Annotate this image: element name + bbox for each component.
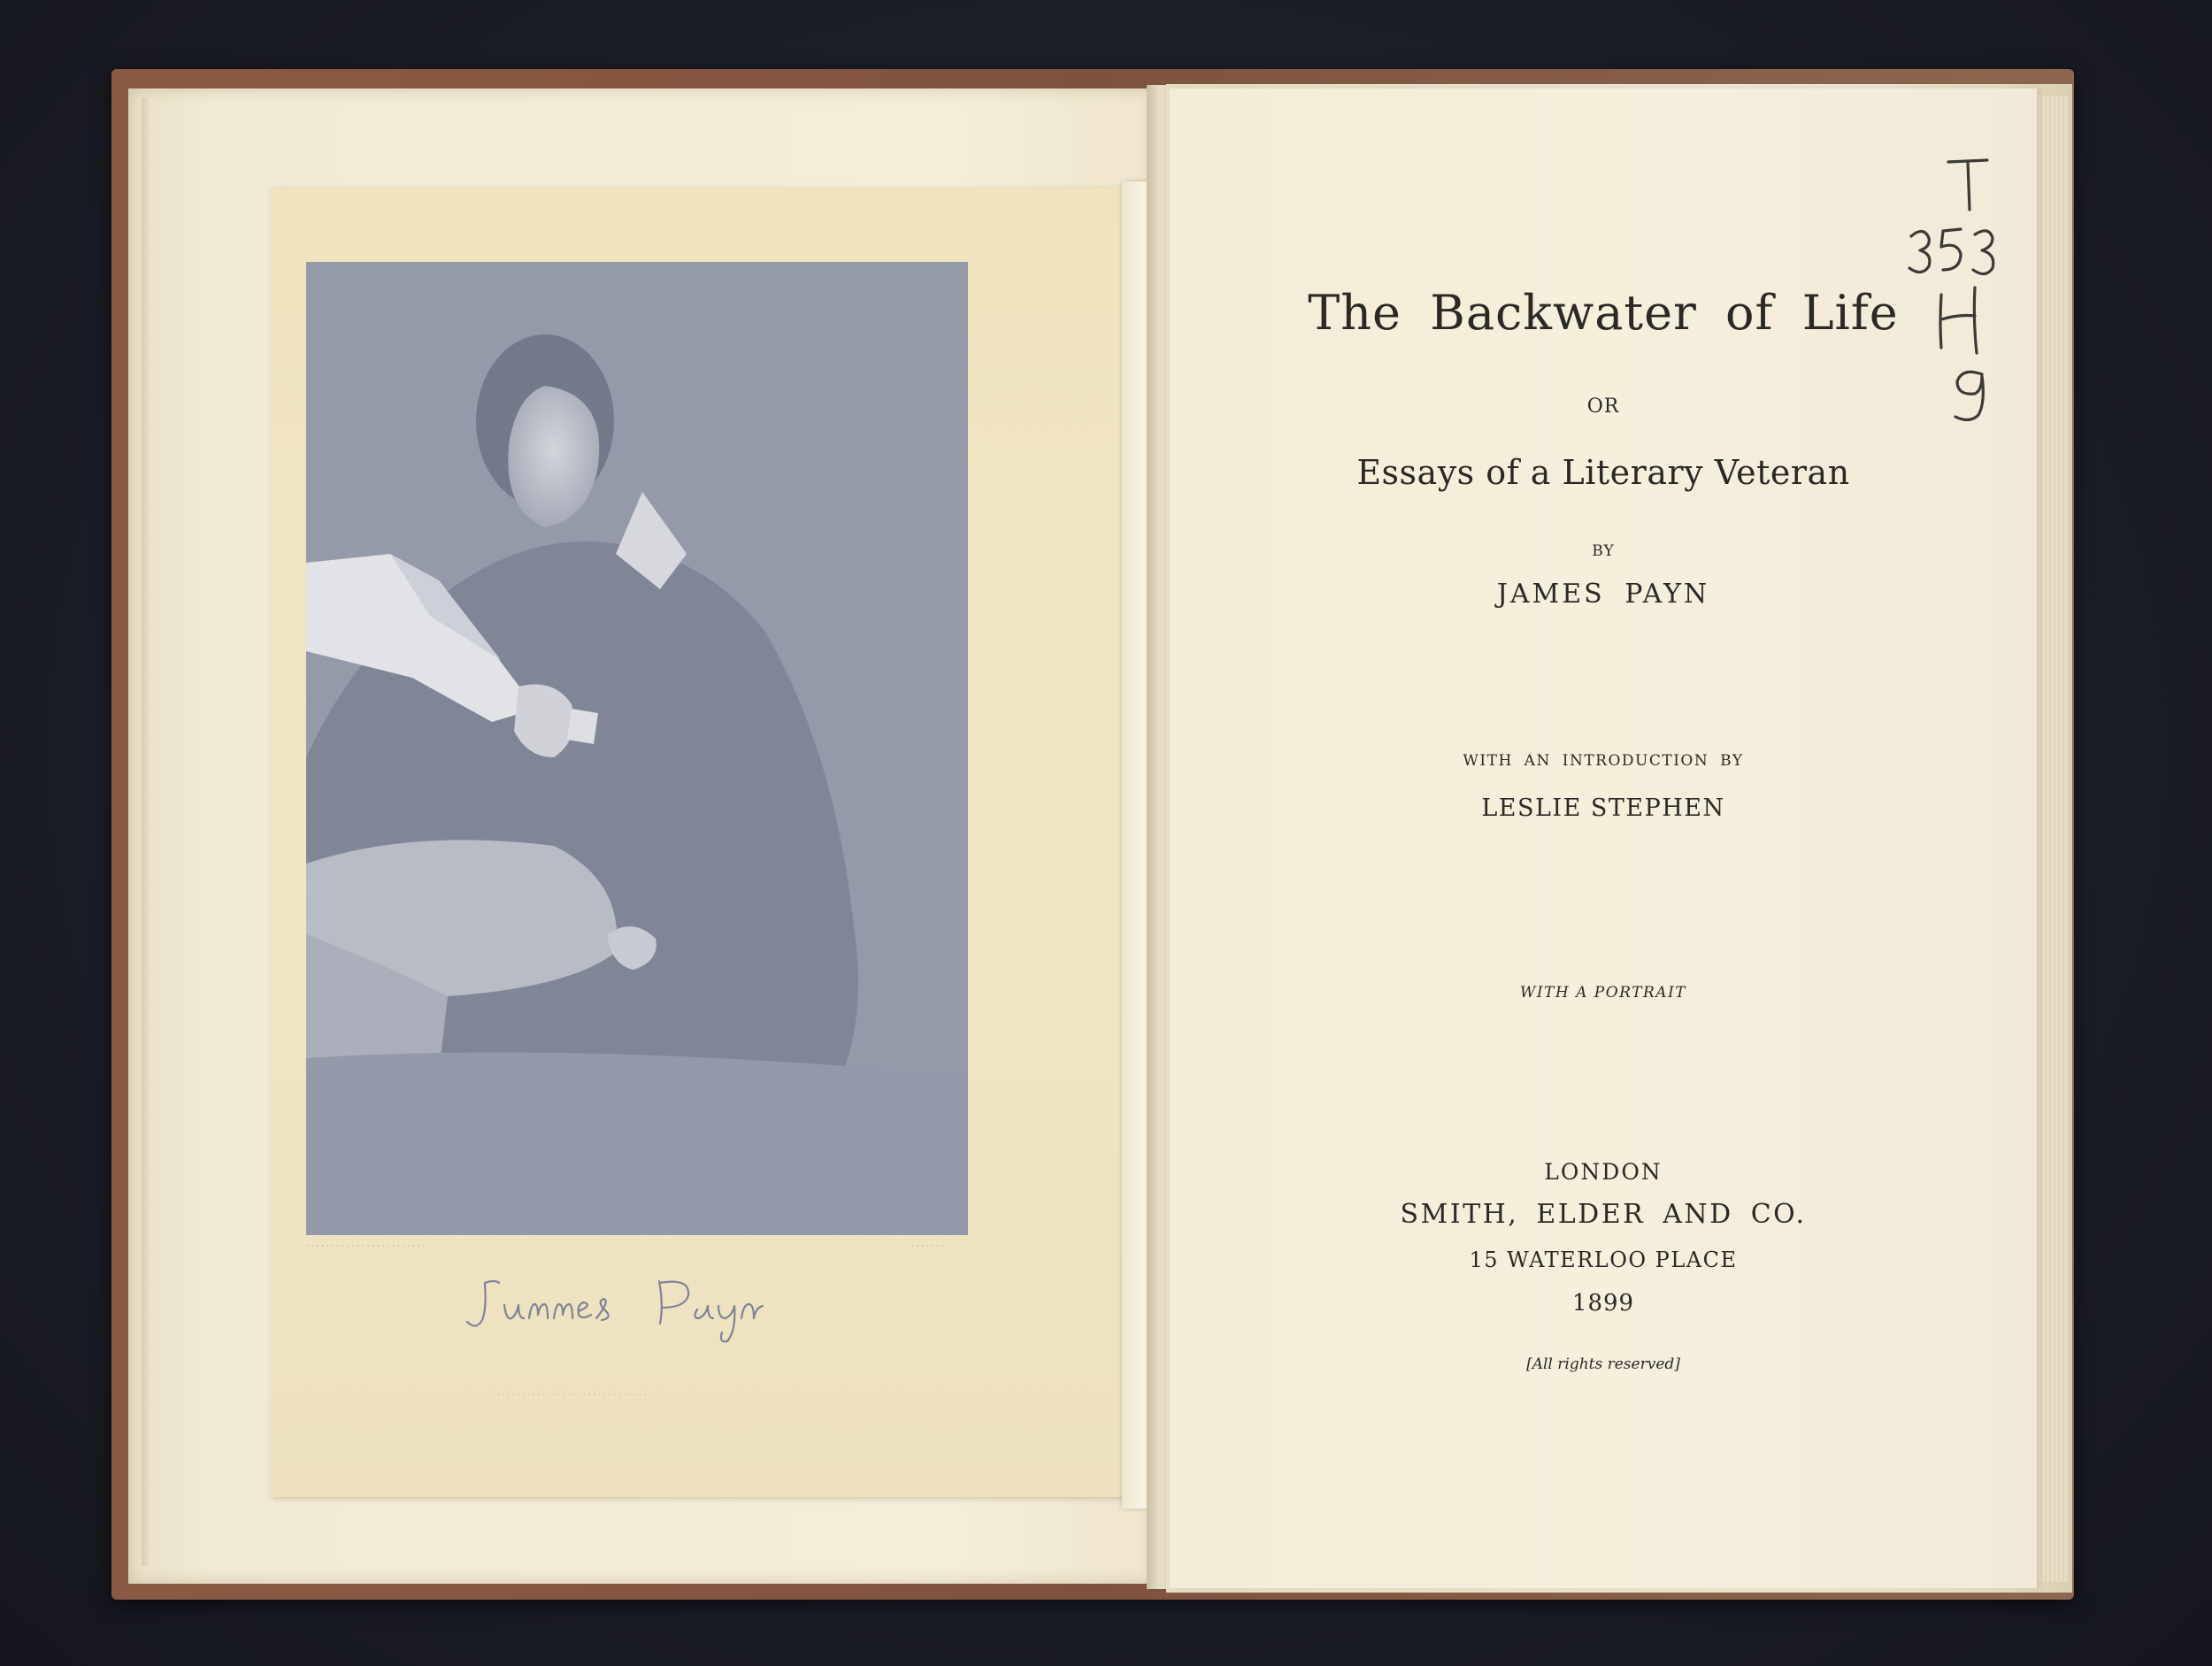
portrait-note: WITH A PORTRAIT	[1519, 984, 1687, 1002]
introduction-author: LESLIE STEPHEN	[1481, 795, 1725, 822]
author-signature	[460, 1256, 841, 1348]
imprint-city: LONDON	[1544, 1159, 1663, 1185]
page-edges	[2037, 96, 2069, 1582]
author-portrait-image	[306, 262, 968, 1235]
engraver-credit-right: · · · · · · ·	[911, 1242, 945, 1251]
imprint-publisher: SMITH, ELDER AND CO.	[1400, 1199, 1807, 1230]
engraver-credit: · · · · · · · · · · · · · · · · · · · · · · · ·	[306, 1242, 426, 1251]
left-page-edge	[142, 97, 152, 1566]
book-subtitle: Essays of a Literary Veteran	[1356, 453, 1850, 492]
plate-publisher-line: · · · · · · · · · · · · · · · · · · · · · · · · · · · · · · ·	[492, 1391, 647, 1400]
signature-icon	[460, 1256, 841, 1345]
rights-notice: [All rights reserved]	[1526, 1355, 1680, 1373]
portrait-photo-icon	[306, 262, 968, 1235]
introduction-label: WITH AN INTRODUCTION BY	[1463, 752, 1744, 770]
author-name: JAMES PAYN	[1496, 579, 1710, 610]
imprint-year: 1899	[1571, 1290, 1635, 1317]
pencil-shelfmark	[1893, 155, 2017, 441]
book-title: The Backwater of Life	[1308, 285, 1899, 341]
shelfmark-handwriting-icon	[1893, 155, 2017, 438]
imprint-address: 15 WATERLOO PLACE	[1469, 1248, 1738, 1272]
by-label: BY	[1592, 542, 1615, 560]
title-conjunction: OR	[1586, 395, 1620, 418]
